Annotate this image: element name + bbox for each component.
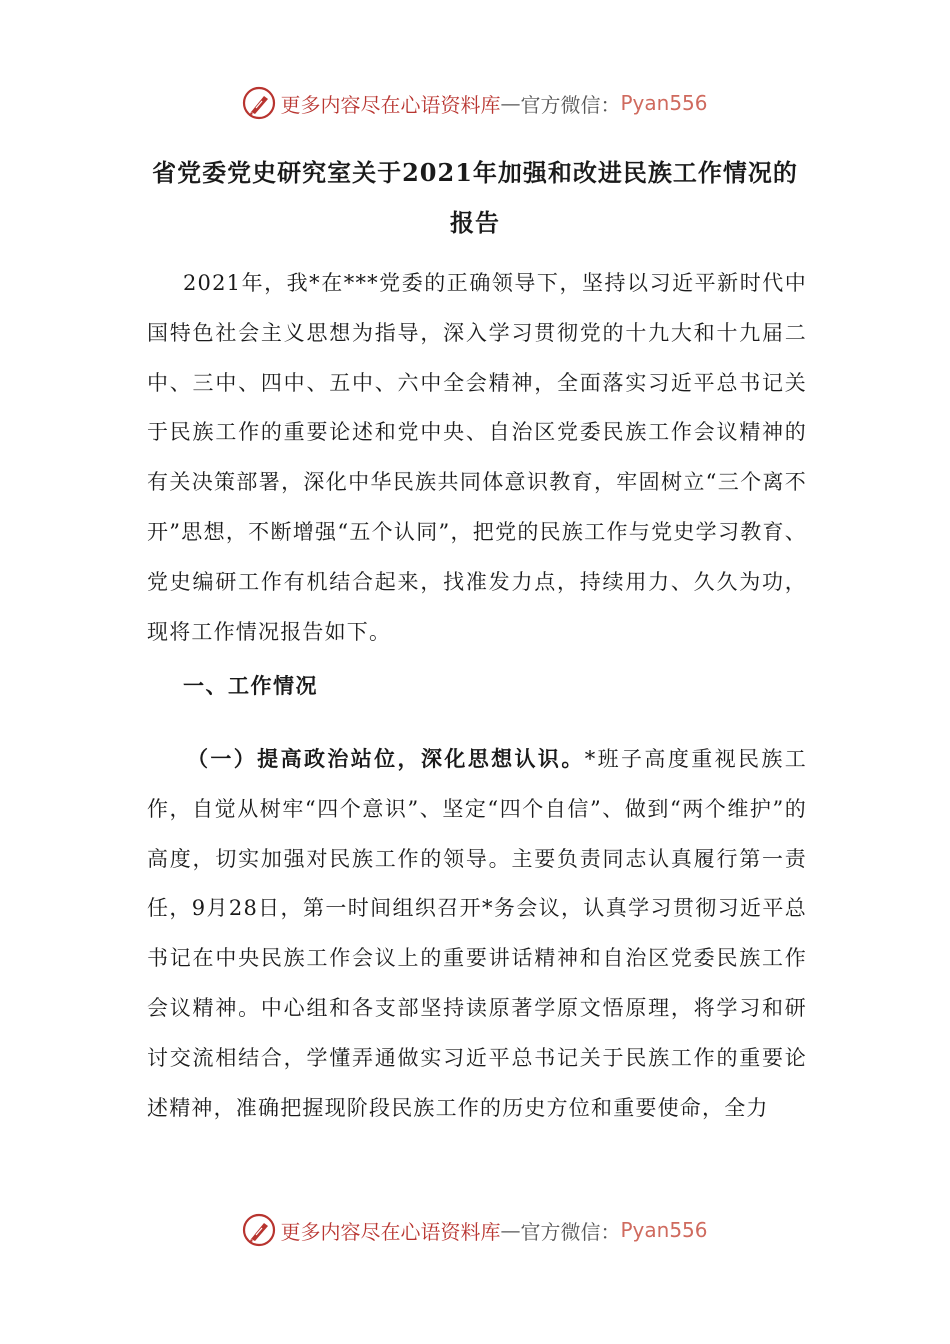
intro-paragraph: 2021年，我*在***党委的正确领导下，坚持以习近平新时代中国特色社会主义思想为指导，深入学习贯彻党的十九大和十九届二中、三中、四中、五中、六中全会精神，全面落实习近平总书记关于民族工作的重要论述和党中央、自治区党委民族工作会议精神的有关决策部署，深化中华民族共同体意识教育，牢固树立“三个离不开”思想，不断增强“五个认同”，把党的民族工作与党史学习教育、党史编研工作有机结合起来，找准发力点，持续用力、久久为功，现将工作情况报告如下。 [147, 271, 807, 644]
header-banner [0, 83, 950, 123]
banner-wechat-id: Pyan556 [620, 91, 708, 115]
pen-nib-logo-icon [242, 1213, 276, 1247]
subsection-lead: （一）提高政治站位，深化思想认识。 [187, 746, 585, 771]
banner-main-text: 更多内容尽在心语资料库 [280, 92, 501, 117]
banner-main-text: 更多内容尽在心语资料库 [280, 1219, 501, 1244]
document-title-line2: 报告 [450, 208, 500, 237]
footer-banner [0, 1210, 950, 1250]
banner-dash: — [500, 91, 521, 115]
subsection-paragraph [147, 734, 807, 1133]
subsection-body: *班子高度重视民族工作，自觉从树牢“四个意识”、坚定“四个自信”、做到“两个维护”的高度，切实加强对民族工作的领导。主要负责同志认真履行第一责任，9月28日，第一时间组织召开*务会议，认真学习贯彻习近平总书记在中央民族工作会议上的重要讲话精神和自治区党委民族工作会议精神。中心组和各支部坚持读原著学原文悟原理，将学习和研讨交流相结合，学懂弄通做实习近平总书记关于民族工作的重要论述精神，准确把握现阶段民族工作的历史方位和重要使命，全力 [147, 747, 807, 1120]
pen-nib-logo-icon [242, 86, 276, 120]
banner-dash: — [500, 1218, 521, 1242]
banner-sub-text: 官方微信： [520, 1219, 621, 1244]
section-heading: 一、工作情况 [183, 673, 318, 698]
banner-sub-text: 官方微信： [520, 92, 621, 117]
document-title-line1: 省党委党史研究室关于2021年加强和改进民族工作情况的 [152, 158, 798, 187]
banner-wechat-id: Pyan556 [620, 1218, 708, 1242]
